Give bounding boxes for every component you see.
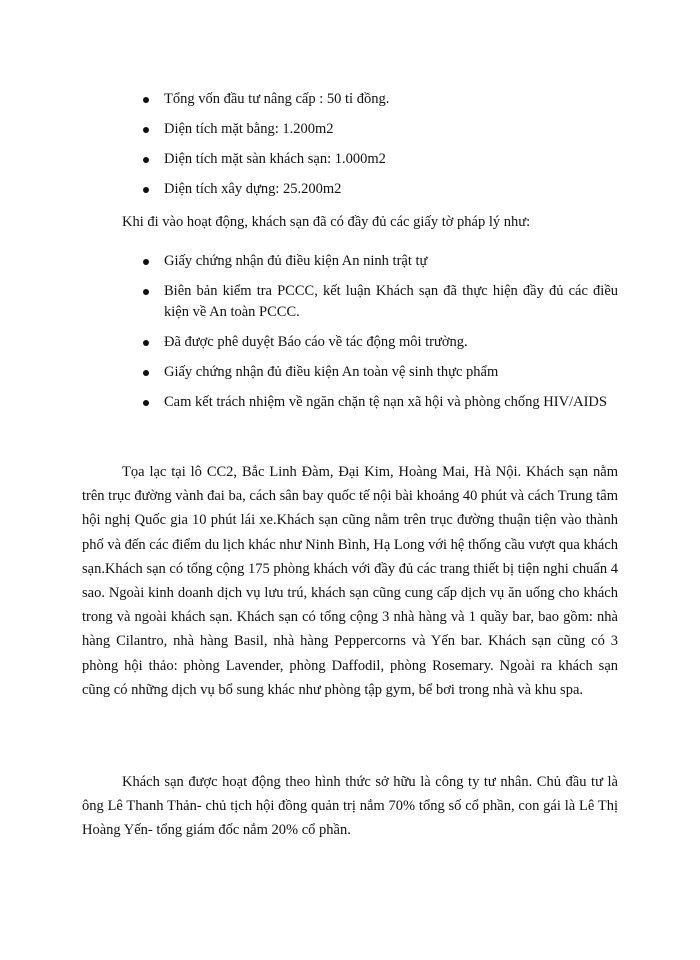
- list-item-text: Giấy chứng nhận đủ điều kiện An toàn vệ sinh thực phẩm: [164, 364, 499, 380]
- bullet-icon: [143, 289, 149, 295]
- list-item-text: Cam kết trách nhiệm về ngăn chặn tệ nạn xã hội và phòng chống HIV/AIDS: [164, 394, 607, 410]
- list-item-text: Tổng vốn đầu tư nâng cấp : 50 tỉ đồng.: [164, 91, 390, 107]
- list-item: [0, 392, 700, 413]
- bullet-icon: [143, 370, 149, 376]
- list-item: [0, 281, 700, 323]
- list-item-text: Diện tích mặt bằng: 1.200m2: [164, 121, 334, 137]
- list-item-text: Giấy chứng nhận đủ điều kiện An ninh trật tự: [164, 253, 428, 269]
- list-item: [0, 332, 700, 353]
- ownership-paragraph: Khách sạn được hoạt động theo hình thức sở hữu là công ty tư nhân. Chủ đầu tư là ông Lê Thanh Thản- chủ tịch hội đồng quản trị nắm 70% tổng số cổ phần, con gái là Lê Thị Hoàng Yến- tổng giám đốc nắm 20% cổ phần.: [82, 774, 618, 839]
- list-item-text: Đã được phê duyệt Báo cáo về tác động môi trường.: [164, 334, 468, 350]
- bullet-icon: [143, 259, 149, 265]
- list-item: [0, 119, 700, 140]
- list-item: [0, 89, 700, 110]
- list-item-text: Biên bản kiểm tra PCCC, kết luận Khách sạn đã thực hiện đầy đủ các điều kiện về An toàn PCCC.: [164, 283, 618, 320]
- list-item: [0, 149, 700, 170]
- list-item: [0, 179, 700, 200]
- legal-documents-list: [0, 251, 700, 422]
- intro-sentence: Khi đi vào hoạt động, khách sạn đã có đầy đủ các giấy tờ pháp lý như:: [122, 214, 531, 230]
- bullet-icon: [143, 97, 149, 103]
- bullet-icon: [143, 187, 149, 193]
- location-paragraph: Tọa lạc tại lô CC2, Bắc Linh Đàm, Đại Kim, Hoàng Mai, Hà Nội. Khách sạn nằm trên trục đường vành đai ba, cách sân bay quốc tế nội bài khoảng 40 phút và cách Trung tâm hội nghị Quốc gia 10 phút lái xe.Khách sạn cũng nằm trên trục đường thuận tiện vào thành phố và đến các điểm du lịch khác như Ninh Bình, Hạ Long với hệ thống cầu vượt qua khách sạn.Khách sạn có tổng cộng 175 phòng khách với đầy đủ các trang thiết bị tiện nghi chuẩn 4 sao. Ngoài kinh doanh dịch vụ lưu trú, khách sạn cũng cung cấp dịch vụ ăn uống cho khách trong và ngoài khách sạn. Khách sạn có tổng cộng 3 nhà hàng và 1 quầy bar, bao gồm: nhà hàng Cilantro, nhà hàng Basil, nhà hàng Peppercorns và Yến bar. Khách sạn cũng có 3 phòng hội thảo: phòng Lavender, phòng Daffodil, phòng Rosemary. Ngoài ra khách sạn cũng có những dịch vụ bổ sung khác như phòng tập gym, bể bơi trong nhà và khu spa.: [82, 464, 619, 698]
- list-item-text: Diện tích xây dựng: 25.200m2: [164, 181, 342, 197]
- bullet-icon: [143, 127, 149, 133]
- investment-facts-list: [0, 89, 700, 209]
- bullet-icon: [143, 157, 149, 163]
- bullet-icon: [143, 400, 149, 406]
- bullet-icon: [143, 340, 149, 346]
- list-item: [0, 362, 700, 383]
- list-item-text: Diện tích mặt sàn khách sạn: 1.000m2: [164, 151, 386, 167]
- list-item: [0, 251, 700, 272]
